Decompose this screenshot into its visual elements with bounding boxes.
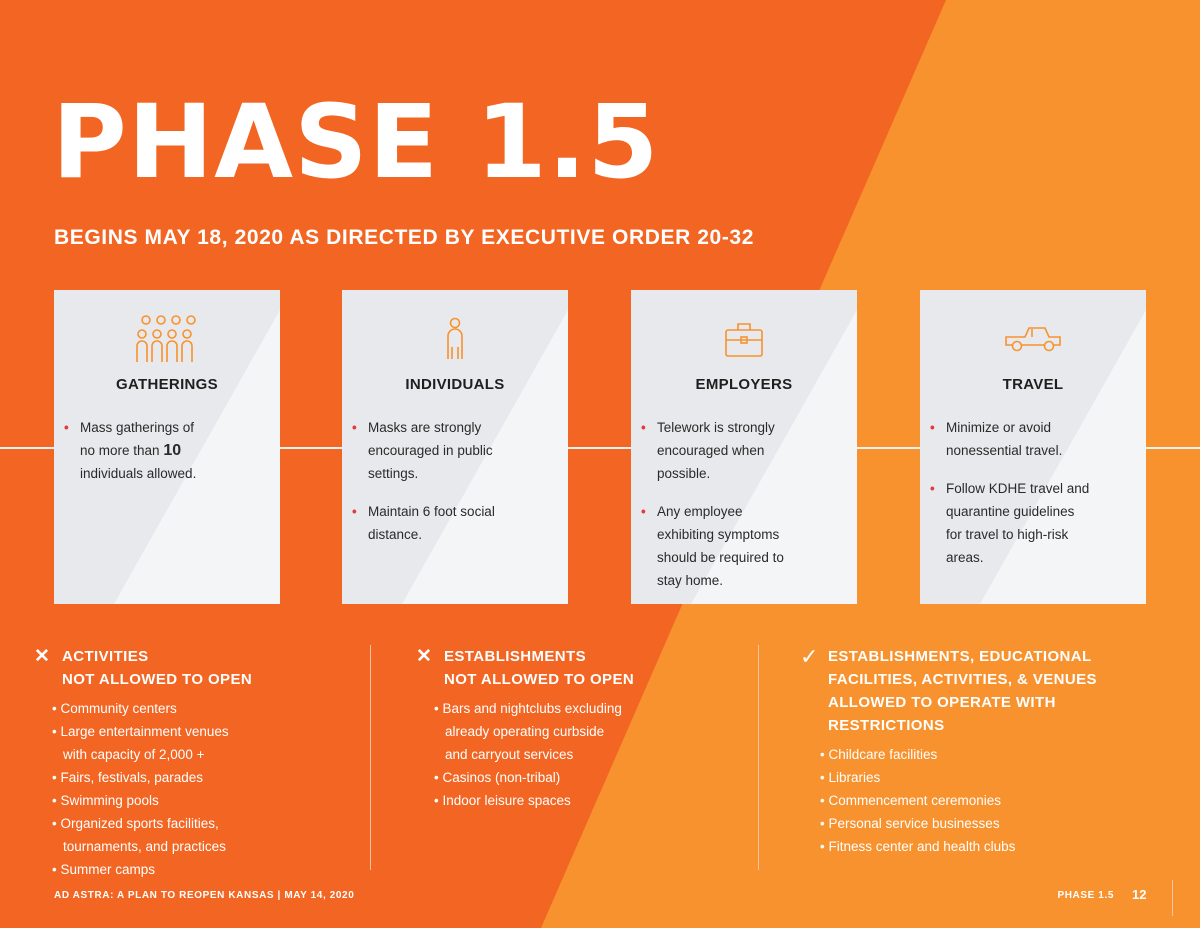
bullet-text: encouraged when [657,443,765,458]
heading-line: ESTABLISHMENTS [444,648,586,665]
card-individuals [342,290,568,604]
checkmark-icon: ✓ [800,644,819,669]
column-list [52,697,354,881]
footer-section-label: PHASE 1.5 [1057,890,1114,901]
bullet-text: for travel to high-risk [946,527,1069,542]
list-item: • Bars and nightclubs excluding already operating curbside and carryout services [434,701,622,762]
establishments-allowed [800,645,1140,858]
activities-not-allowed [34,645,354,881]
list-item: • Indoor leisure spaces [434,793,571,808]
heading-line: ACTIVITIES [62,648,149,665]
list-item: • Maintain 6 foot social distance. [352,504,495,542]
column-list [820,743,1140,858]
list-item: • Commencement ceremonies [820,793,1002,808]
x-icon: ✕ [34,646,51,667]
heading-line: ESTABLISHMENTS, EDUCATIONAL [828,648,1092,665]
heading-line: FACILITIES, ACTIVITIES, & VENUES [828,671,1097,688]
list-item: • Fairs, festivals, parades [52,770,204,785]
heading-line: NOT ALLOWED TO OPEN [62,671,253,688]
list-item: • Follow KDHE travel and quarantine guidelines for travel to high-risk areas. [930,481,1090,565]
bullet-text: exhibiting symptoms [657,527,780,542]
bullet-text: no more than [80,443,164,458]
page-subtitle: BEGINS MAY 18, 2020 AS DIRECTED BY EXECUTIVE ORDER 20-32 [54,226,754,249]
bullet-text: Any employee [657,504,743,519]
bullet-text: Masks are strongly [368,420,482,435]
card-bullets [930,416,1136,584]
list-item: • Summer camps [52,862,156,877]
card-bullets [352,416,558,561]
bullet-number: 10 [163,442,182,459]
list-item: • Minimize or avoid nonessential travel. [930,420,1063,458]
bullet-text: quarantine guidelines [946,504,1075,519]
column-list [434,697,736,812]
list-item: • Casinos (non-tribal) [434,770,561,785]
list-item: • Fitness center and health clubs [820,839,1016,854]
bullet-text: stay home. [657,573,724,588]
heading-line: NOT ALLOWED TO OPEN [444,671,635,688]
list-item: • Swimming pools [52,793,159,808]
card-title: INDIVIDUALS [405,376,505,393]
list-item: • Personal service businesses [820,816,1000,831]
list-item: • Masks are strongly encouraged in public settings. [352,420,493,481]
bullet-text: Maintain 6 foot social [368,504,495,519]
column-heading [34,645,354,691]
card-bullets [64,416,270,500]
bullet-text: distance. [368,527,423,542]
card-bullets [641,416,847,604]
column-heading [416,645,736,691]
x-icon: ✕ [416,646,433,667]
list-item: • Any employee exhibiting symptoms should be required to stay home. [641,504,784,588]
list-item: • Libraries [820,770,881,785]
card-employers [631,290,857,604]
group-people-icon [54,314,280,364]
list-item: • Telework is strongly encouraged when possible. [641,420,775,481]
bullet-text: Follow KDHE travel and [946,481,1090,496]
bullet-text: nonessential travel. [946,443,1063,458]
bullet-text: settings. [368,466,419,481]
card-title: EMPLOYERS [695,376,793,393]
card-title: TRAVEL [1002,376,1064,393]
list-item: • Childcare facilities [820,747,938,762]
bullet-text: Mass gatherings of [80,420,195,435]
bullet-text: areas. [946,550,984,565]
list-item: • Large entertainment venues with capacity of 2,000 + [52,724,229,762]
footer-document-title: AD ASTRA: A PLAN TO REOPEN KANSAS | MAY 14, 2020 [54,890,355,901]
column-divider [758,645,759,870]
list-item: • Community centers [52,701,177,716]
bullet-text: possible. [657,466,711,481]
heading-line: ALLOWED TO OPERATE WITH [828,694,1056,711]
card-gatherings [54,290,280,604]
briefcase-icon [631,314,857,364]
heading-line: RESTRICTIONS [828,717,945,734]
page-title: PHASE 1.5 [52,83,660,202]
column-heading [800,645,1140,737]
pickup-truck-icon [920,314,1146,364]
establishments-not-allowed [416,645,736,812]
list-item: • Mass gatherings of no more than 10 individuals allowed. [64,420,197,481]
column-divider [370,645,371,870]
list-item: • Organized sports facilities, tournaments, and practices [52,816,226,854]
bullet-text: should be required to [657,550,784,565]
bullet-text: encouraged in public [368,443,493,458]
person-icon [342,314,568,364]
page-number: 12 [1132,887,1147,902]
bullet-text: Minimize or avoid [946,420,1052,435]
footer-divider [1172,880,1173,916]
card-title: GATHERINGS [116,376,218,393]
bullet-text: Telework is strongly [657,420,775,435]
bullet-text: individuals allowed. [80,466,197,481]
card-travel [920,290,1146,604]
